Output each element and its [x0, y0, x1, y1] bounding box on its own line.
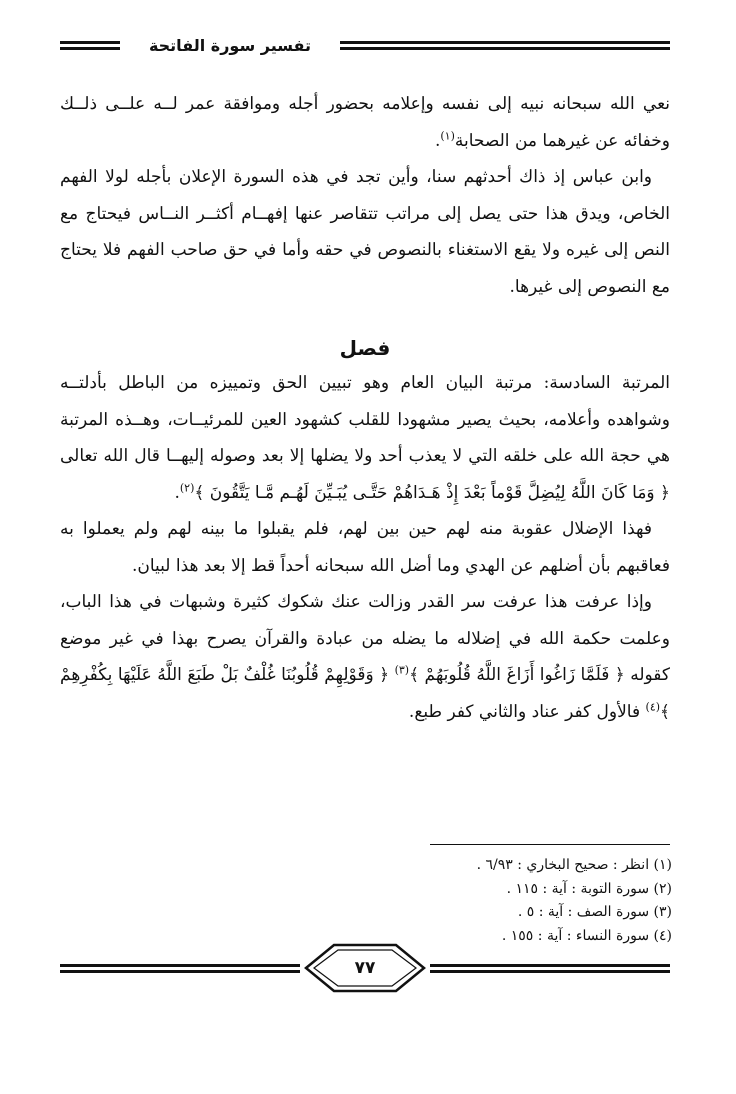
footnote-ref-3: (٣) — [394, 663, 410, 677]
paragraph-5 — [60, 584, 670, 730]
footnote-3: (٣) سورة الصف : آية : ٥ . — [517, 904, 672, 920]
paragraph-5-end: فالأول كفر عناد والثاني كفر طبع. — [408, 701, 641, 722]
footnote-ref-2: (٢) — [179, 480, 195, 494]
quran-verse-3: ﴿ وَقَوْلِهِمْ قُلُوبُنَا غُلْفٌ بَلْ طَبَعَ اللَّهُ عَلَيْهَا بِكُفْرِهِمْ ﴾ — [60, 665, 670, 722]
quran-verse-2: ﴿ فَلَمَّا زَاغُوا أَزَاغَ اللَّهُ قُلُوبَهُمْ ﴾ — [409, 665, 625, 685]
footnotes — [300, 854, 672, 948]
quran-verse-1: ﴿ وَمَا كَانَ اللَّهُ لِيُضِلَّ قَوْماً بَعْدَ إِذْ هَـدَاهُمْ حَتَّـى يُبَـيِّنَ لَهُـم مَّـا يَتَّقُونَ ﴾ — [194, 482, 670, 503]
paragraph-4: فهذا الإضلال عقوبة منه لهم حين بين لهم، فلم يقبلوا ما بينه لهم ولم يعملوا به فعاقبهم بأن أضلهم عن الهدي وما أضل الله سبحانه أحداً قط إلا بعد هذا لبيان. — [60, 519, 670, 576]
paragraph-3-text: المرتبة السادسة: مرتبة البيان العام وهو تبيين الحق وتمييزه من الباطل بأدلتــه وشواهده وأعلامه، بحيث يصير مشهودا للقلب كشهود العين للمرئيــات، وهــذه المرتبة هي حجة الله على خلقه التي لا يعذب أحد ولا يضلها إلا بعد وصوله إليهــا قال الله تعالى — [60, 373, 670, 466]
running-header — [60, 33, 670, 63]
header-rule-left — [60, 41, 120, 50]
footer-rule-right — [430, 964, 670, 973]
main-text — [60, 86, 670, 730]
footnote-2: (٢) سورة التوبة : آية : ١١٥ . — [506, 880, 672, 897]
page-number: ٧٧ — [354, 958, 376, 978]
footnote-separator — [430, 844, 670, 845]
paragraph-3-end: . — [174, 482, 180, 503]
paragraph-1 — [60, 86, 670, 159]
paragraph-2: وابن عباس إذ ذاك أحدثهم سنا، وأين تجد في هذه السورة الإعلان بأجله لولا الفهم الخاص، ويدق هذا حتى يصل إلى مراتب تتقاصر عنها إفهــام أكثــر النــاس فيحتاج مع النص إلى غيره ولا يقع الاستغناء بالنصوص في حقه وأما في حق صاحب الفهم فلا يحتاج مع النصوص إلى غيرها. — [60, 167, 670, 297]
footnote-4: (٤) سورة النساء : آية : ١٥٥ . — [501, 927, 672, 944]
footnote-ref-4: (٤) — [645, 699, 661, 713]
page-footer — [60, 942, 670, 994]
page-number-frame — [300, 942, 430, 994]
paragraph-3 — [60, 365, 670, 511]
footnote-1: (١) انظر : صحيح البخاري : ٦/٩٣ . — [476, 857, 672, 873]
header-rule-right — [340, 41, 670, 50]
paragraph-1-text: نعي الله سبحانه نبيه إلى نفسه وإعلامه بحضور أجله وموافقة عمر لــه علــى ذلــك وخفائه عن غيرهما من الصحابة — [60, 94, 670, 151]
section-heading: فصل — [339, 336, 391, 360]
paragraph-5-text: وإذا عرفت هذا عرفت سر القدر وزالت عنك شكوك كثيرة وشبهات في هذا الباب، وعلمت حكمة الله في إضلاله ما يضله من عبادة والقرآن يصرح بهذا في غير موضع كقوله — [60, 592, 670, 685]
paragraph-1-end: . — [434, 130, 441, 151]
footer-rule-left — [60, 964, 300, 973]
header-title: تفسير سورة الفاتحة — [148, 36, 312, 55]
footnote-ref-1: (١) — [440, 128, 455, 142]
